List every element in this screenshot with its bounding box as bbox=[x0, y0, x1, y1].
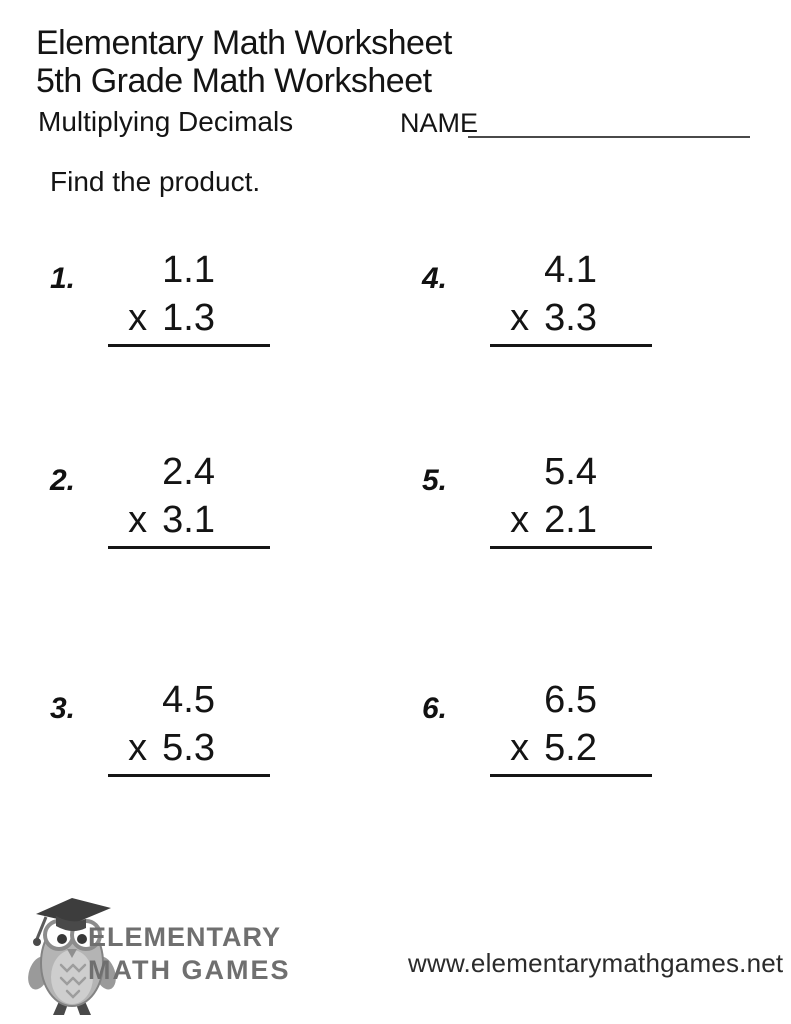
instructions-text: Find the product. bbox=[50, 166, 261, 197]
multiplier-row bbox=[490, 497, 652, 544]
name-blank-line bbox=[468, 106, 750, 138]
multiplier: 5.3 bbox=[162, 727, 215, 769]
problem-6 bbox=[422, 676, 652, 777]
multiplier-row bbox=[108, 725, 270, 772]
problem-2 bbox=[50, 448, 270, 549]
logo-line1: ELEMENTARY bbox=[88, 922, 282, 952]
worksheet-header bbox=[36, 24, 452, 100]
name-label: NAME bbox=[400, 108, 479, 138]
topic-and-name-row bbox=[38, 106, 753, 138]
logo-wordmark bbox=[88, 921, 291, 987]
website-url: www.elementarymathgames.net bbox=[408, 948, 784, 978]
multiplicand: 6.5 bbox=[544, 679, 597, 721]
problem-number: 5. bbox=[422, 464, 448, 497]
multiply-operator: x bbox=[510, 297, 530, 339]
multiplier-row bbox=[490, 725, 652, 772]
problem-4 bbox=[422, 246, 652, 347]
page-title: Elementary Math Worksheet bbox=[36, 24, 452, 62]
problem-number: 3. bbox=[50, 692, 76, 725]
multiply-operator: x bbox=[510, 727, 530, 769]
worksheet-topic: Multiplying Decimals bbox=[38, 106, 294, 137]
multiplier: 2.1 bbox=[544, 499, 597, 541]
multiplier-row bbox=[490, 295, 652, 342]
problem-work-area bbox=[490, 448, 652, 549]
problem-number: 1. bbox=[50, 262, 76, 295]
problem-work-area bbox=[108, 448, 270, 549]
multiplier: 3.3 bbox=[544, 297, 597, 339]
problem-number: 2. bbox=[50, 464, 76, 497]
multiplier: 5.2 bbox=[544, 727, 597, 769]
multiplicand: 2.4 bbox=[162, 451, 215, 493]
multiplier-row bbox=[108, 497, 270, 544]
multiply-operator: x bbox=[128, 499, 148, 541]
problem-work-area bbox=[490, 246, 652, 347]
page-subtitle-grade: 5th Grade Math Worksheet bbox=[36, 62, 432, 100]
multiplicand: 4.1 bbox=[544, 249, 597, 291]
multiplier: 1.3 bbox=[162, 297, 215, 339]
problem-1 bbox=[50, 246, 270, 347]
multiply-operator: x bbox=[128, 297, 148, 339]
problem-number: 6. bbox=[422, 692, 448, 725]
multiplicand: 5.4 bbox=[544, 451, 597, 493]
problem-number: 4. bbox=[422, 262, 448, 295]
problem-work-area bbox=[490, 676, 652, 777]
multiplier: 3.1 bbox=[162, 499, 215, 541]
multiplier-row bbox=[108, 295, 270, 342]
problem-5 bbox=[422, 448, 652, 549]
multiply-operator: x bbox=[128, 727, 148, 769]
problem-work-area bbox=[108, 676, 270, 777]
multiplicand: 4.5 bbox=[162, 679, 215, 721]
logo-line2: MATH GAMES bbox=[88, 955, 291, 985]
multiplicand: 1.1 bbox=[162, 249, 215, 291]
problem-work-area bbox=[108, 246, 270, 347]
problem-3 bbox=[50, 676, 270, 777]
multiply-operator: x bbox=[510, 499, 530, 541]
